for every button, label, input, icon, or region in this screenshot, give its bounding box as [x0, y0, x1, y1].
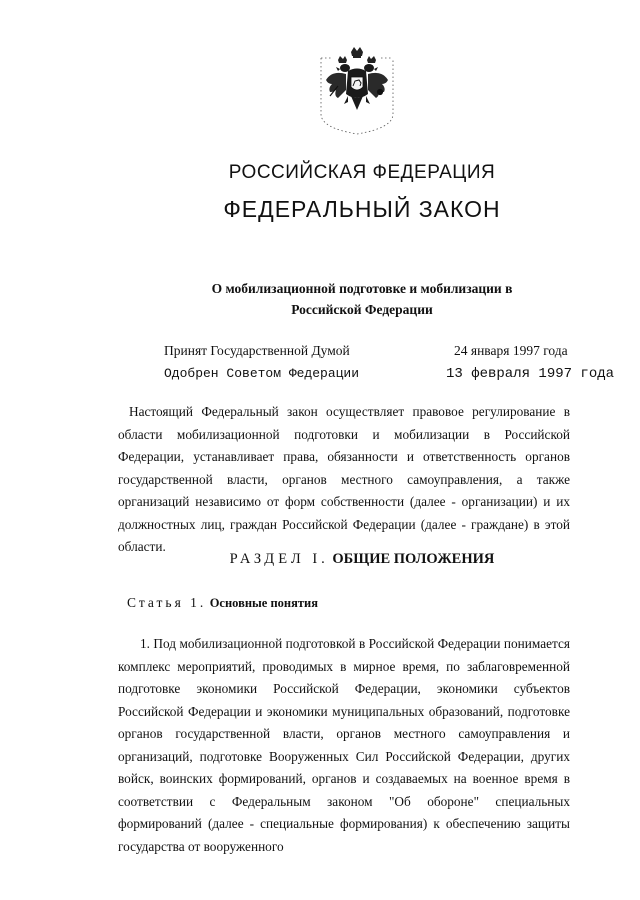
law-title [0, 278, 640, 320]
law-type-heading: ФЕДЕРАЛЬНЫЙ ЗАКОН [223, 196, 501, 222]
adoption-date: 24 января 1997 года [454, 343, 568, 358]
adoption-body: Принят Государственной Думой [164, 343, 350, 358]
article-paragraph-1: 1. Под мобилизационной подготовкой в Российской Федерации понимается комплекс мероприятий, проводимых в мирное время, по заблаговременной подготовке экономики Российской Федерации, экономики субъектов Российской Федерации и экономики муниципальных образований, подготовке органов государственной власти, органов местного самоуправления и организаций, подготовке Вооруженных Сил Российской Федерации, других войск, воинских формирований, органов и создаваемых на военное время в соответствии с Федеральным законом "Об обороне" специальных формирований (далее - специальные формирования) к обеспечению защиты государства от вооруженного [118, 636, 570, 854]
approval-body: Одобрен Советом Федерации [164, 366, 360, 381]
article-number: Статья 1. [127, 595, 207, 610]
preamble-paragraph: Настоящий Федеральный закон осуществляет правовое регулирование в области мобилизационной подготовки и мобилизации в Российской Федерации, устанавливает права, обязанности и ответственность органов государственной власти, органов местного самоуправления, а также организаций независимо от форм собственности (далее - организации) и их должностных лиц, граждан Российской Федерации (далее - граждане) в этой области. [118, 404, 570, 554]
law-title-line-2: Российской Федерации [291, 302, 433, 317]
country-name: РОССИЙСКАЯ ФЕДЕРАЦИЯ [228, 162, 496, 183]
section-heading [0, 551, 640, 568]
section-name: ОБЩИЕ ПОЛОЖЕНИЯ [332, 551, 495, 567]
article-heading [127, 595, 318, 611]
section-number: РАЗДЕЛ I. [229, 551, 329, 567]
coat-of-arms-icon [318, 44, 396, 136]
approval-date: 13 февраля 1997 года [446, 366, 615, 382]
law-title-line-1: О мобилизационной подготовке и мобилизации в [211, 281, 513, 296]
article-name: Основные понятия [209, 596, 319, 610]
